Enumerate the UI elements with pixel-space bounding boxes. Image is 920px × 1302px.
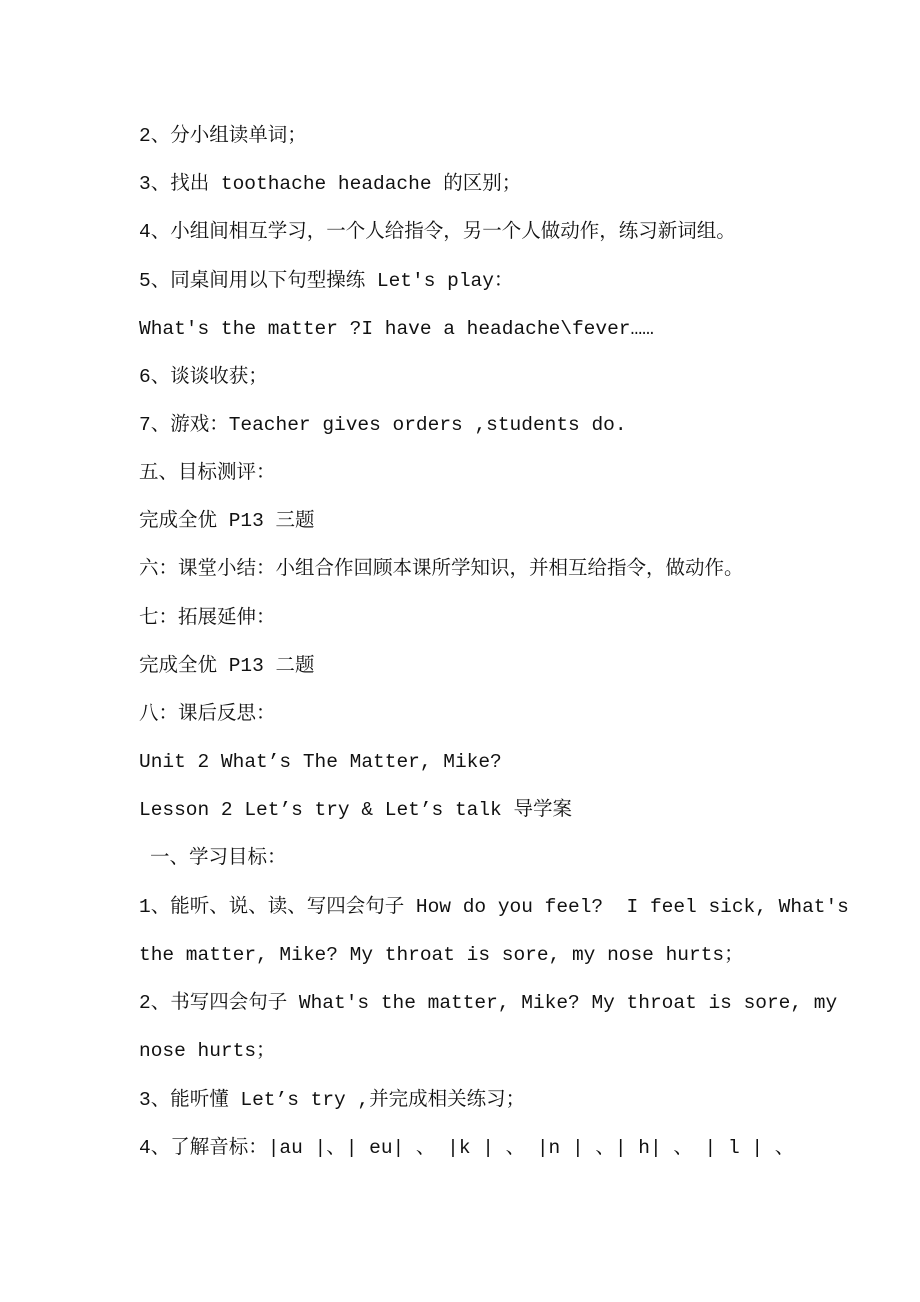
objective-1-line-2: the matter, Mike? My throat is sore, my nose hurts； — [139, 944, 744, 966]
step-5-pair-drill: 5、同桌间用以下句型操练 Let's play： — [139, 270, 514, 292]
section-5-task: 完成全优 P13 三题 — [139, 510, 315, 532]
step-3-find-difference: 3、找出 toothache headache 的区别； — [139, 173, 522, 195]
section-6-summary: 六：课堂小结：小组合作回顾本课所学知识，并相互给指令，做动作。 — [139, 558, 744, 580]
objective-1-line-1: 1、能听、说、读、写四会句子 How do you feel? I feel sick, What's — [139, 896, 849, 918]
section-7-heading: 七：拓展延伸： — [139, 607, 276, 629]
objectives-heading: 一、学习目标： — [150, 847, 287, 869]
objective-2-line-2: nose hurts； — [139, 1040, 276, 1062]
section-7-task: 完成全优 P13 二题 — [139, 655, 315, 677]
section-8-heading: 八：课后反思： — [139, 703, 276, 725]
unit-title: Unit 2 What’s The Matter, Mike? — [139, 751, 502, 773]
lesson-title: Lesson 2 Let’s try & Let’s talk 导学案 — [139, 799, 572, 821]
step-2-group-read-words: 2、分小组读单词； — [139, 125, 307, 147]
objective-3: 3、能听懂 Let’s try ,并完成相关练习； — [139, 1089, 526, 1111]
drill-sentence: What's the matter ?I have a headache\fever…… — [139, 318, 654, 340]
objective-2-line-1: 2、书写四会句子 What's the matter, Mike? My throat is sore, my — [139, 992, 838, 1014]
step-7-game: 7、游戏：Teacher gives orders ,students do. — [139, 414, 627, 436]
section-5-heading: 五、目标测评： — [139, 462, 276, 484]
objective-4-phonetics: 4、了解音标：|au |、| eu| 、 |k | 、 |n | 、| h| 、 | l | 、 — [139, 1137, 795, 1159]
step-6-discuss-gains: 6、谈谈收获； — [139, 366, 268, 388]
step-4-group-practice: 4、小组间相互学习，一个人给指令，另一个人做动作，练习新词组。 — [139, 221, 736, 243]
